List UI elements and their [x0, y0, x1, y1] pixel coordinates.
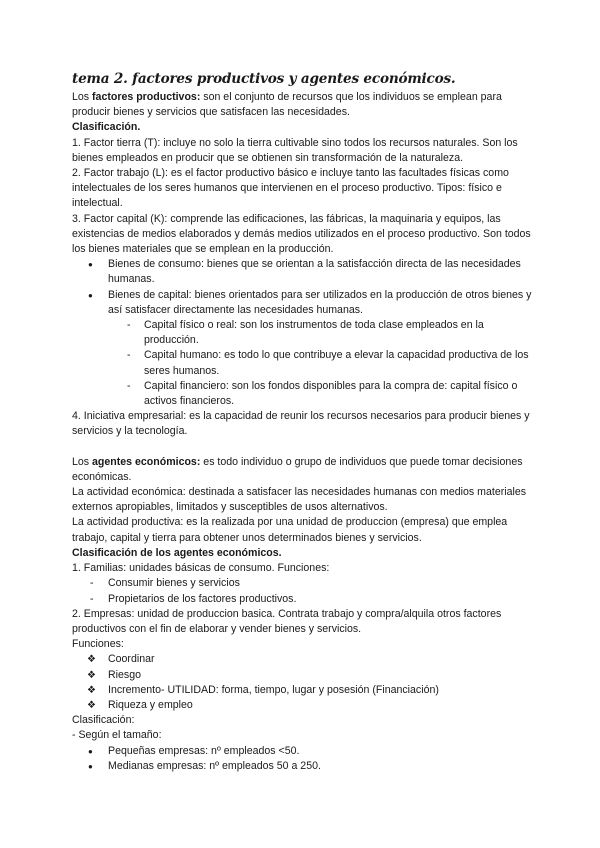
agentes-intro-term: agentes económicos: — [92, 455, 201, 468]
bienes-capital-item: ● Bienes de capital: bienes orientados para ser utilizados en la producción de otros bienes y así satisfacer directamente las necesidades humanas. — [72, 288, 534, 318]
agentes-clasificacion-heading — [72, 546, 534, 561]
section-spacer — [72, 440, 534, 455]
agentes-intro — [72, 455, 534, 485]
medianas-empresas-item: ● Medianas empresas: nº empleados 50 a 250. — [72, 759, 534, 774]
page-title: tema 2. factores productivos y agentes económicos. — [72, 71, 456, 87]
empresa-funcion-item: ❖ Incremento- UTILIDAD: forma, tiempo, lugar y posesión (Financiación) — [72, 683, 534, 698]
capital-fisico-item: - Capital físico o real: son los instrumentos de toda clase empleados en la producción. — [72, 318, 534, 348]
clasificacion-label: Clasificación: — [72, 714, 135, 727]
factor-capital: 3. Factor capital (K): comprende las edificaciones, las fábricas, la maquinaria y equipos, las existencias de medios elaborados y demás medios utilizados en el proceso productivo. Son todos los bienes materiales que se emplean en la producción. — [72, 212, 531, 256]
iniciativa-empresarial: 4. Iniciativa empresarial: es la capacidad de reunir los recursos necesarios para producir bienes y servicios y la tecnología. — [72, 410, 530, 438]
agentes-clasificacion-text: Clasificación de los agentes económicos. — [72, 546, 282, 559]
empresas: 2. Empresas: unidad de produccion basica. Contrata trabajo y compra/alquila otros factores productivos con el fin de elaborar y vender bienes y servicios. — [72, 607, 502, 635]
pequenas-empresas-item: ● Pequeñas empresas: nº empleados <50. — [72, 744, 534, 759]
empresa-funcion-item: ❖ Coordinar — [72, 652, 534, 667]
actividad-economica: La actividad económica: destinada a satisfacer las necesidades humanas con medios materiales externos apropiables, limitados y susceptibles de usos alternativos. — [72, 486, 527, 514]
familias-funcion-item: - Consumir bienes y servicios — [72, 576, 534, 591]
document-body — [72, 70, 534, 774]
segun-tamano: - Según el tamaño: — [72, 729, 162, 742]
bienes-list — [72, 257, 534, 318]
funciones-label: Funciones: — [72, 638, 124, 651]
familias: 1. Familias: unidades básicas de consumo. Funciones: — [72, 562, 330, 575]
capital-types-list — [72, 318, 534, 409]
capital-humano-item: - Capital humano: es todo lo que contribuye a elevar la capacidad productiva de los seres humanos. — [72, 348, 534, 378]
clasificacion-heading — [72, 120, 534, 135]
clasificacion-heading-text: Clasificación. — [72, 121, 141, 134]
familias-funciones-list — [72, 576, 534, 606]
factores-intro — [72, 90, 534, 120]
actividad-productiva: La actividad productiva: es la realizada por una unidad de produccion (empresa) que emplea trabajo, capital y tierra para obtener unos determinados bienes y servicios. — [72, 516, 508, 544]
empresa-funcion-item: ❖ Riqueza y empleo — [72, 698, 534, 713]
factores-intro-term: factores productivos: — [92, 91, 201, 103]
factores-intro-rest: son el conjunto de recursos que los individuos se emplean para producir bienes y servicios que satisfacen las necesidades. — [72, 91, 502, 119]
capital-financiero-item: - Capital financiero: son los fondos disponibles para la compra de: capital físico o activos financieros. — [72, 379, 534, 409]
bienes-consumo-item: ● Bienes de consumo: bienes que se orientan a la satisfacción directa de las necesidades humanas. — [72, 257, 534, 287]
factor-trabajo: 2. Factor trabajo (L): es el factor productivo básico e incluye tanto las facultades físicas como intelectuales de los seres humanos que intervienen en el proceso productivo. Tipos: físico e intelectual. — [72, 167, 509, 210]
empresa-funcion-item: ❖ Riesgo — [72, 668, 534, 683]
empresas-funciones-list — [72, 652, 534, 713]
agentes-intro-rest: es todo individuo o grupo de individuos que puede tomar decisiones económicas. — [72, 455, 523, 483]
familias-funcion-item: - Propietarios de los factores productivos. — [72, 592, 534, 607]
agentes-intro-pre: Los — [72, 455, 93, 468]
factor-tierra: 1. Factor tierra (T): incluye no solo la tierra cultivable sino todos los recursos naturales. Son los bienes empleados en producir que se obtienen sin transformación de la naturaleza. — [72, 136, 518, 164]
factores-intro-pre: Los — [72, 91, 93, 103]
tamano-list — [72, 744, 534, 774]
